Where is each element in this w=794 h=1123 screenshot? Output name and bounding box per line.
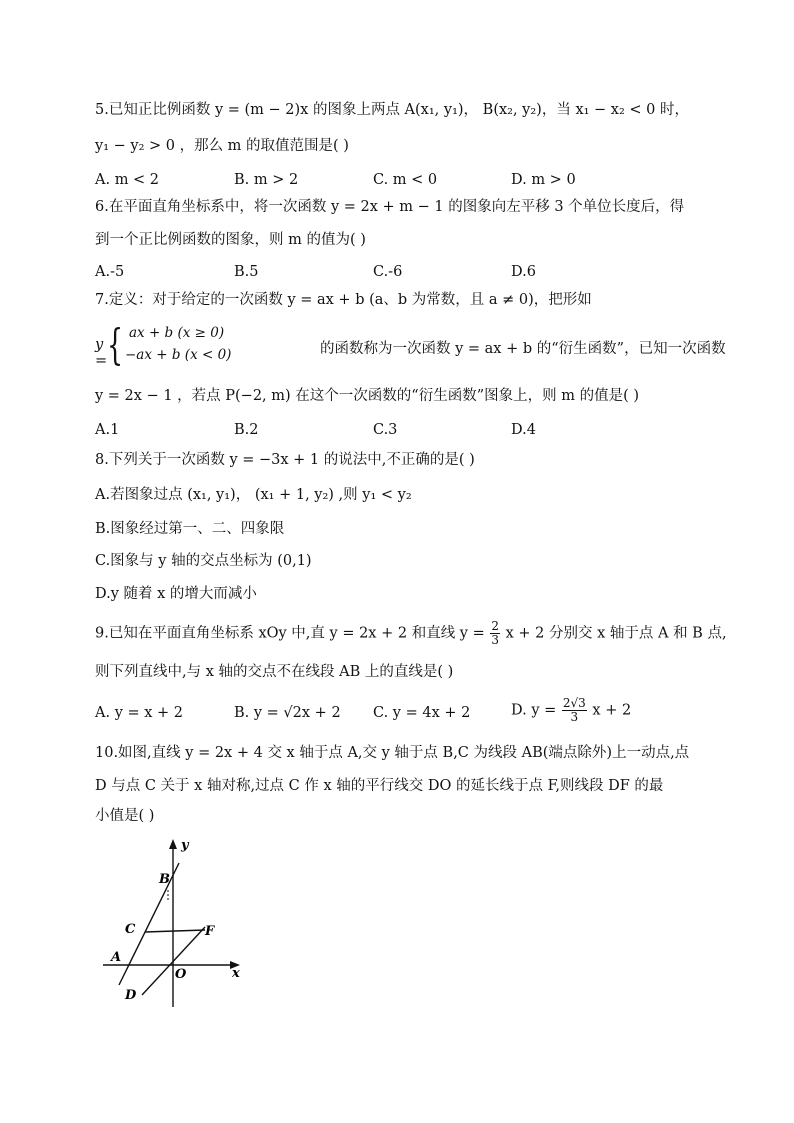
q5-stem-line2: y₁ − y₂ > 0 ，那么 m 的取值范围是( ) xyxy=(95,138,349,154)
q6-option-a: A.-5 xyxy=(95,264,125,280)
q6-option-b: B.5 xyxy=(234,264,259,280)
q6-option-c: C.-6 xyxy=(373,264,403,280)
q9-option-b: B. y = √2x + 2 xyxy=(234,705,341,721)
q7-stem-line1: 7.定义：对于给定的一次函数 y = ax + b (a、b 为常数，且 a ≠ 0)，把形如 xyxy=(95,292,592,308)
q7-piece-y: y = xyxy=(95,337,108,369)
q9-stem-part1: 9.已知在平面直角坐标系 xOy 中,直 y = 2x + 2 和直线 y = xyxy=(95,625,485,642)
q9-option-d xyxy=(511,697,631,724)
q7-option-b: B.2 xyxy=(234,422,259,438)
q7-piece-row1: ax + b (x ≥ 0) xyxy=(129,325,225,341)
q9-stem-line1 xyxy=(95,620,727,647)
q5-stem-line1: 5.已知正比例函数 y = (m − 2)x 的图象上两点 A(x₁, y₁)， B(x₂, y₂)，当 x₁ − x₂ < 0 时， xyxy=(95,102,690,118)
q8-stem: 8.下列关于一次函数 y = −3x + 1 的说法中,不正确的是( ) xyxy=(95,452,475,468)
q10-stem-line3: 小值是( ) xyxy=(95,808,155,824)
y-axis-arrow-icon xyxy=(169,839,177,849)
q10-stem-line1: 10.如图,直线 y = 2x + 4 交 x 轴于点 A,交 y 轴于点 B,C 为线段 AB(端点除外)上一动点,点 xyxy=(95,745,690,761)
q8-option-c: C.图象与 y 轴的交点坐标为 (0,1) xyxy=(95,553,312,569)
q9-option-d-fraction xyxy=(562,697,587,724)
q8-option-a: A.若图象过点 (x₁, y₁)， (x₁ + 1, y₂) ,则 y₁ < y₂ xyxy=(95,487,412,503)
q8-option-b: B.图象经过第一、二、四象限 xyxy=(95,521,285,537)
label-d: D xyxy=(125,988,137,1003)
label-c: C xyxy=(125,922,136,937)
q9-option-d-denominator: 3 xyxy=(570,710,579,724)
q9-stem-part2: x + 2 分别交 x 轴于点 A 和 B 点, xyxy=(505,625,727,642)
q7-stem-line2: 的函数称为一次函数 y = ax + b 的“衍生函数”，已知一次函数 xyxy=(320,341,726,357)
label-x: x xyxy=(232,966,240,981)
q6-stem-line2: 到一个正比例函数的图象，则 m 的值为( ) xyxy=(95,232,366,248)
q9-option-a: A. y = x + 2 xyxy=(95,705,184,721)
q9-option-d-part1: D. y = xyxy=(511,702,557,719)
q9-fraction-numerator: 2 xyxy=(491,619,499,633)
q9-fraction-denominator: 3 xyxy=(491,633,499,647)
label-a: A xyxy=(111,950,122,965)
label-f: F xyxy=(205,924,215,939)
q10-figure xyxy=(95,835,255,1010)
q6-stem-line1: 6.在平面直角坐标系中，将一次函数 y = 2x + m − 1 的图象向左平移 3 个单位长度后，得 xyxy=(95,199,685,215)
q7-option-d: D.4 xyxy=(511,422,536,438)
q9-option-c: C. y = 4x + 2 xyxy=(373,705,471,721)
q5-option-d: D. m > 0 xyxy=(511,172,576,188)
q8-option-d: D.y 随着 x 的增大而减小 xyxy=(95,586,257,602)
q5-option-b: B. m > 2 xyxy=(234,172,299,188)
q9-fraction xyxy=(490,620,500,647)
label-y: y xyxy=(181,838,189,853)
q7-option-a: A.1 xyxy=(95,422,120,438)
q5-option-a: A. m < 2 xyxy=(95,172,160,188)
q9-option-d-part2: x + 2 xyxy=(592,702,632,719)
q9-option-d-numerator: 2√3 xyxy=(562,696,586,710)
q10-stem-line2: D 与点 C 关于 x 轴对称,过点 C 作 x 轴的平行线交 DO 的延长线于点 F,则线段 DF 的最 xyxy=(95,778,664,794)
label-b: B xyxy=(159,872,170,887)
q7-piece-row2: −ax + b (x < 0) xyxy=(125,347,232,363)
brace-icon: { xyxy=(107,320,124,369)
q9-stem-line2: 则下列直线中,与 x 轴的交点不在线段 AB 上的直线是( ) xyxy=(95,664,454,680)
q6-option-d: D.6 xyxy=(511,264,536,280)
q7-option-c: C.3 xyxy=(373,422,398,438)
q7-stem-line3: y = 2x − 1 ，若点 P(−2, m) 在这个一次函数的“衍生函数”图象上，则 m 的值是( ) xyxy=(95,388,640,404)
label-o: O xyxy=(175,967,187,982)
segment-cf xyxy=(145,930,205,932)
q5-option-c: C. m < 0 xyxy=(373,172,438,188)
